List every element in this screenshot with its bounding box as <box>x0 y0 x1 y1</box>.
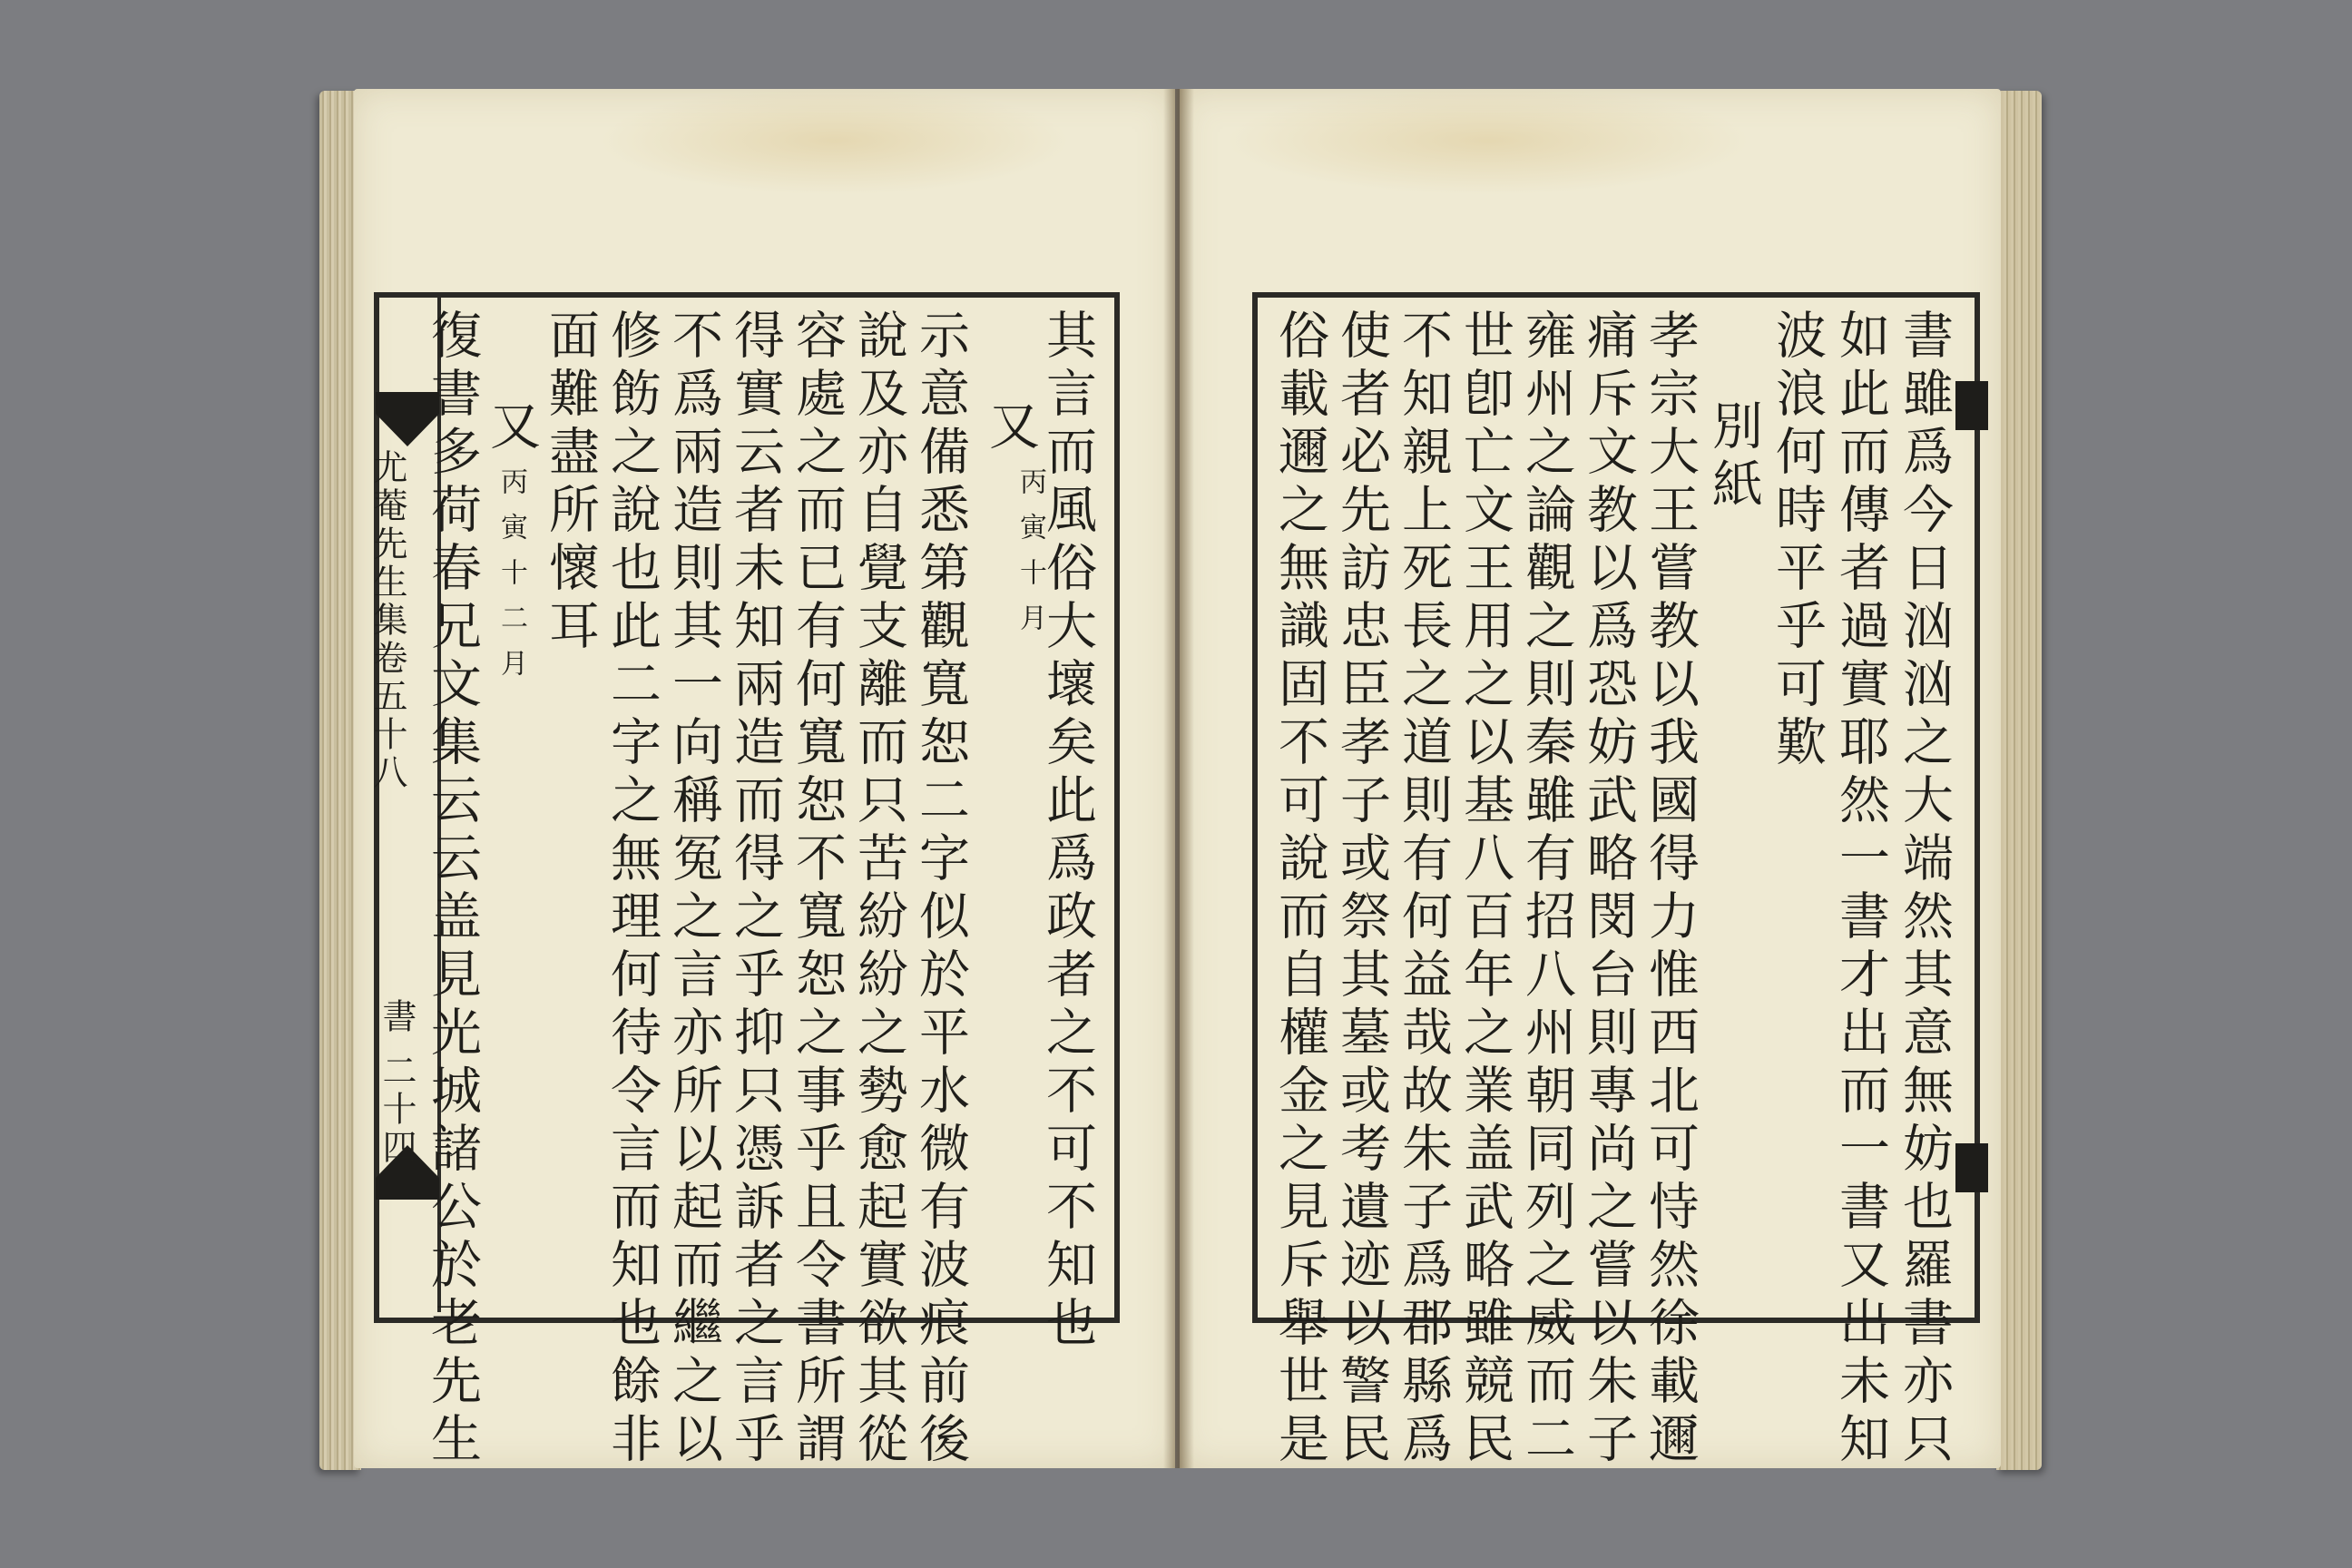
right-page-edge <box>1996 91 2042 1470</box>
text-column: 世卽亡文王用之以基八百年之業盖武略雖競民 <box>1455 309 1514 1470</box>
text-column: 示意備悉第觀寬恕二字似於平水微有波痕前後 <box>911 309 970 1470</box>
text-column: 痛斥文教以爲恐妨武略閔台則專尚之嘗以朱子 <box>1579 309 1638 1470</box>
water-stain <box>599 86 1071 195</box>
margin-title: 尤菴先生集卷五十八 <box>368 449 407 792</box>
text-column: 使者必先訪忠臣孝子或祭其墓或考遺迹以警民 <box>1332 309 1391 1470</box>
fish-mark-bottom <box>1955 1143 1988 1192</box>
date-note: 丙寅十二月 <box>495 467 527 694</box>
text-column: 其言而風俗大壞矣此爲政者之不可不知也 <box>1038 309 1097 1354</box>
section-heading: 別紙 <box>1704 399 1763 515</box>
text-column: 俗載邇之無識固不可說而自權金之見斥舉世是 <box>1270 309 1329 1470</box>
text-column: 修飭之說也此二字之無理何待令言而知也餘非 <box>603 309 662 1470</box>
text-column: 容處之而已有何寬恕不寬恕之事乎且令書所謂 <box>788 309 847 1470</box>
text-column: 說及亦自覺支離而只苦紛紛之勢愈起實欲其從 <box>849 309 908 1470</box>
water-stain <box>1225 86 1751 195</box>
margin-folio: 二十四 <box>377 1053 416 1167</box>
fish-mark-top <box>1955 381 1988 430</box>
text-column: 雍州之論觀之則秦雖有招八州朝同列之威而二 <box>1517 309 1576 1470</box>
text-column: 又 <box>981 399 1040 457</box>
margin-section: 書 <box>377 998 416 1036</box>
text-column: 書雖爲今日汹汹之大端然其意無妨也羅書亦只 <box>1895 309 1954 1470</box>
text-column: 如此而傳者過實耶然一書才出而一書又出未知 <box>1831 309 1890 1470</box>
text-column: 面難盡所懷耳 <box>541 309 600 657</box>
text-column: 波浪何時平乎可歎 <box>1768 309 1827 773</box>
text-column: 復書多荷春兄文集云云盖見光城諸公於老先生 <box>423 309 482 1470</box>
gutter-shadow <box>1163 89 1194 1468</box>
text-column: 不知親上死長之道則有何益哉故朱子爲郡縣爲 <box>1394 309 1453 1470</box>
text-column: 孝宗大王嘗教以我國得力惟西北可恃然徐載邇 <box>1641 309 1700 1470</box>
date-note: 丙寅十月 <box>1014 467 1046 649</box>
text-column: 得實云者未知兩造而得之乎抑只憑訴者之言乎 <box>726 309 785 1470</box>
text-column: 又 <box>482 399 541 457</box>
text-column: 不爲兩造則其一向稱冤之言亦所以起而繼之以 <box>664 309 723 1470</box>
